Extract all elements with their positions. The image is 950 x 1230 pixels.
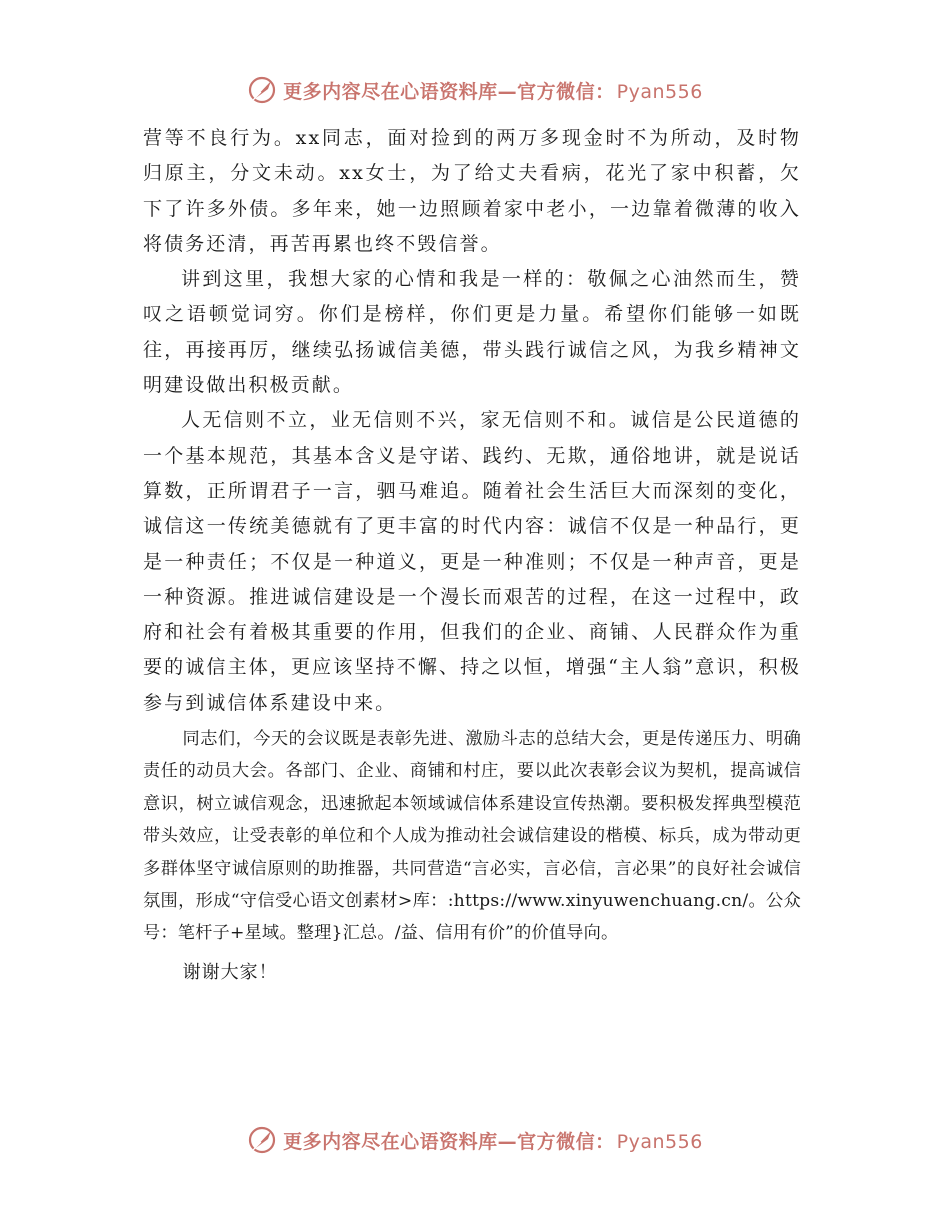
paragraph-4: 同志们，今天的会议既是表彰先进、激励斗志的总结大会，更是传递压力、明确责任的动员大会。各部门、企业、商铺和村庄，要以此次表彰会议为契机，提高诚信意识，树立诚信观念，迅速掀起本领域诚信体系建设宣传热潮。要积极发挥典型模范带头效应，让受表彰的单位和个人成为推动社会诚信建设的楷模、标兵，成为带动更多群体坚守诚信原则的助推器，共同营造“言必实，言必信，言必果”的良好社会诚信氛围，形成“守信受心语文创素材>库：:https://www.xinyuwenchuang.cn/。公众号：笔杆子+星域。整理}汇总。/益、信用有价”的价值导向。 bbox=[143, 729, 801, 944]
banner-text bbox=[283, 77, 703, 104]
quill-logo-icon bbox=[247, 75, 277, 105]
banner-label: 更多内容尽在心语资料库—官方微信： bbox=[283, 1130, 615, 1153]
footer-banner bbox=[0, 1120, 950, 1160]
paragraph-1: 营等不良行为。xx同志，面对捡到的两万多现金时不为所动，及时物归原主，分文未动。xx女士，为了给丈夫看病，花光了家中积蓄，欠下了许多外债。多年来，她一边照顾着家中老小，一边靠着微薄的收入将债务还清，再苦再累也终不毁信誉。 bbox=[143, 127, 801, 255]
wechat-id: Pyan556 bbox=[616, 80, 703, 103]
banner-text bbox=[283, 1127, 703, 1154]
banner-label: 更多内容尽在心语资料库—官方微信： bbox=[283, 80, 615, 103]
wechat-id: Pyan556 bbox=[616, 1130, 703, 1153]
document-body bbox=[143, 121, 801, 990]
quill-logo-icon bbox=[247, 1125, 277, 1155]
header-banner bbox=[0, 70, 950, 110]
paragraph-2: 讲到这里，我想大家的心情和我是一样的：敬佩之心油然而生，赞叹之语顿觉词穷。你们是榜样，你们更是力量。希望你们能够一如既往，再接再厉，继续弘扬诚信美德，带头践行诚信之风，为我乡精神文明建设做出积极贡献。 bbox=[143, 268, 801, 397]
paragraph-closing: 谢谢大家！ bbox=[182, 961, 278, 983]
paragraph-3: 人无信则不立，业无信则不兴，家无信则不和。诚信是公民道德的一个基本规范，其基本含义是守诺、践约、无欺，通俗地讲，就是说话算数，正所谓君子一言，驷马难追。随着社会生活巨大而深刻的变化，诚信这一传统美德就有了更丰富的时代内容：诚信不仅是一种品行，更是一种责任；不仅是一种道义，更是一种准则；不仅是一种声音，更是一种资源。推进诚信建设是一个漫长而艰苦的过程，在这一过程中，政府和社会有着极其重要的作用，但我们的企业、商铺、人民群众作为重要的诚信主体，更应该坚持不懈、持之以恒，增强“主人翁”意识，积极参与到诚信体系建设中来。 bbox=[143, 409, 801, 714]
